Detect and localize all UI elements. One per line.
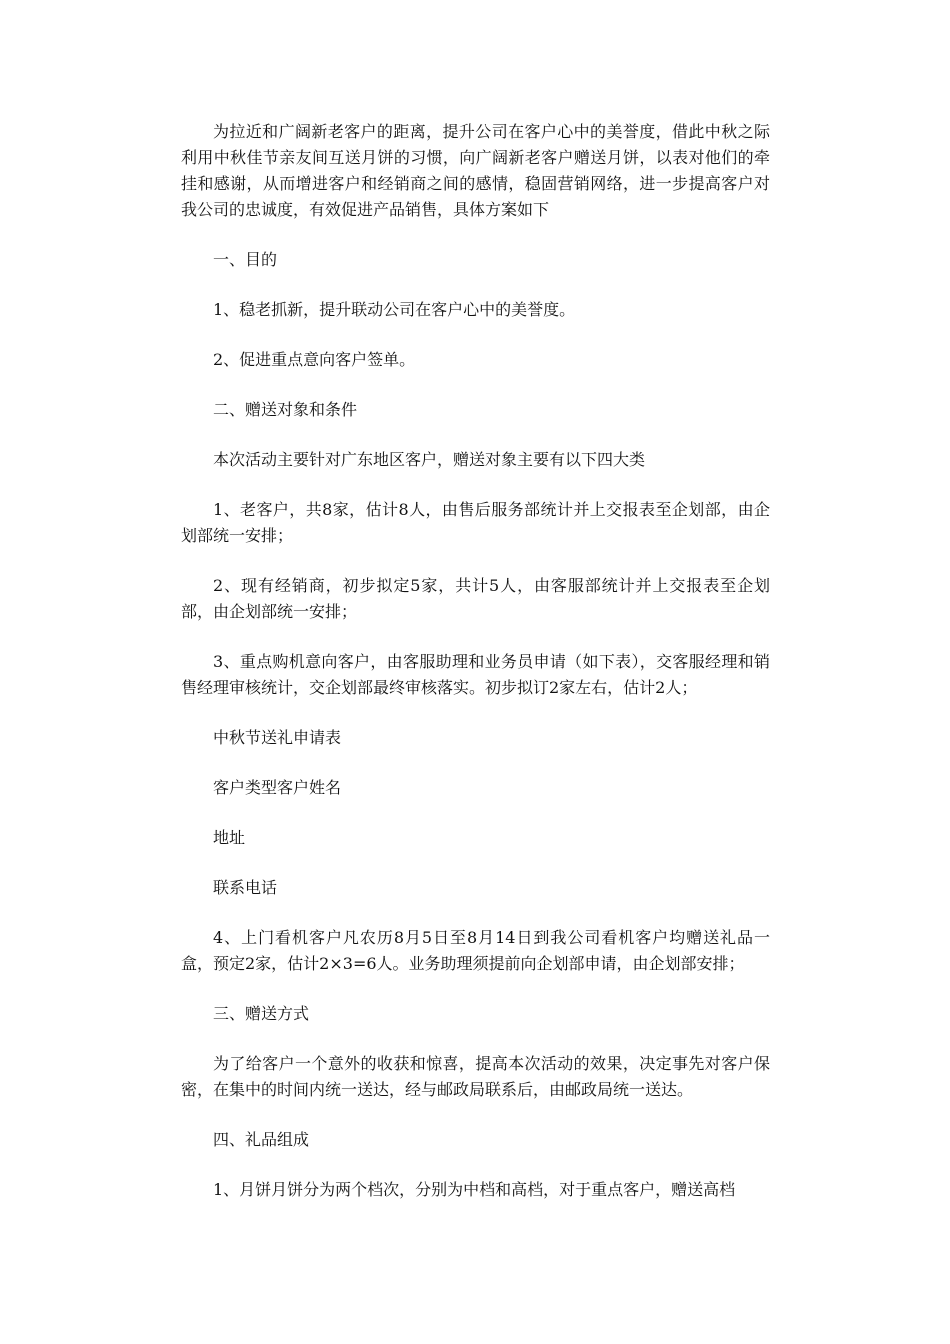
purpose-item-1: 1、稳老抓新，提升联动公司在客户心中的美誉度。 — [213, 300, 576, 319]
recipients-intro: 本次活动主要针对广东地区客户，赠送对象主要有以下四大类 — [213, 450, 646, 469]
section-heading-recipients: 二、赠送对象和条件 — [213, 400, 358, 419]
form-field-customer: 客户类型客户姓名 — [213, 778, 342, 797]
recipients-item-2: 2、现有经销商，初步拟定5家，共计5人，由客服部统计并上交报表至企划部，由企划部统一安排； — [181, 576, 770, 621]
section-heading-gifts: 四、礼品组成 — [213, 1130, 310, 1149]
document-page — [181, 119, 770, 1227]
delivery-paragraph: 为了给客户一个意外的收获和惊喜，提高本次活动的效果，决定事先对客户保密，在集中的时间内统一送达，经与邮政局联系后，由邮政局统一送达。 — [181, 1054, 770, 1099]
recipients-item-1: 1、老客户，共8家，估计8人，由售后服务部统计并上交报表至企划部，由企划部统一安排； — [181, 500, 770, 545]
form-field-phone: 联系电话 — [213, 878, 278, 897]
gifts-item-1: 1、月饼月饼分为两个档次，分别为中档和高档，对于重点客户，赠送高档 — [213, 1180, 736, 1199]
purpose-item-2: 2、促进重点意向客户签单。 — [213, 350, 416, 369]
section-heading-purpose: 一、目的 — [213, 250, 278, 269]
section-heading-delivery: 三、赠送方式 — [213, 1004, 310, 1023]
intro-paragraph: 为拉近和广阔新老客户的距离，提升公司在客户心中的美誉度，借此中秋之际利用中秋佳节亲友间互送月饼的习惯，向广阔新老客户赠送月饼，以表对他们的牵挂和感谢，从而增进客户和经销商之间的感情，稳固营销网络，进一步提高客户对我公司的忠诚度，有效促进产品销售，具体方案如下 — [181, 122, 770, 219]
recipients-item-3: 3、重点购机意向客户，由客服助理和业务员申请（如下表），交客服经理和销售经理审核统计，交企划部最终审核落实。初步拟订2家左右，估计2人； — [181, 652, 770, 697]
form-title: 中秋节送礼申请表 — [213, 728, 342, 747]
form-field-address: 地址 — [213, 828, 246, 847]
recipients-item-4: 4、上门看机客户凡农历8月5日至8月14日到我公司看机客户均赠送礼品一盒，预定2家，估计2×3=6人。业务助理须提前向企划部申请，由企划部安排； — [181, 928, 770, 973]
